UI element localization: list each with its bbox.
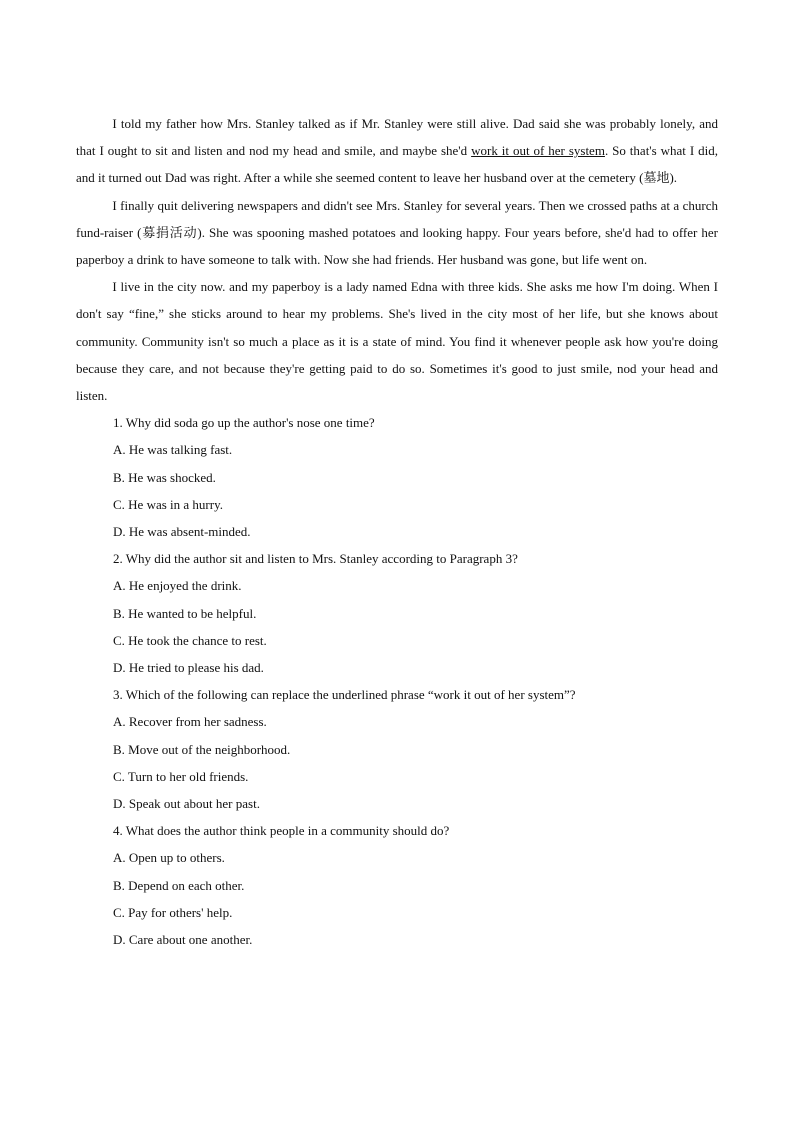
question-2-option-a: A. He enjoyed the drink.	[113, 578, 242, 594]
question-3-option-d: D. Speak out about her past.	[113, 796, 260, 812]
paragraph-2: I finally quit delivering newspapers and didn't see Mrs. Stanley for several years. Then we crossed paths at a church fund-raiser (募捐活动). She was spooning mashed potatoes and looking happy. Four years before, she'd had to offer her paperboy a drink to have someone to talk with. Now she had friends. Her husband was gone, but life went on.	[76, 197, 718, 268]
question-1	[76, 409, 718, 545]
question-4-option-a: A. Open up to others.	[113, 850, 225, 866]
question-1-option-c: C. He was in a hurry.	[113, 496, 223, 512]
question-1-option-b: B. He was shocked.	[113, 469, 216, 485]
question-4-option-d: D. Care about one another.	[113, 932, 253, 948]
question-3-option-c: C. Turn to her old friends.	[113, 768, 249, 784]
question-3-option-a: A. Recover from her sadness.	[113, 714, 267, 730]
question-4	[76, 817, 718, 953]
paragraph-3: I live in the city now. and my paperboy is a lady named Edna with three kids. She asks me how I'm doing. When I don't say “fine,” she sticks around to hear my problems. She's lived in the city most of her life, but she knows about community. Community isn't so much a place as it is a state of mind. You find it whenever people ask how you're doing because they care, and not because they're getting paid to do so. Sometimes it's good to just smile, nod your head and listen.	[76, 279, 718, 404]
paragraph-1-after: . So that's what I did, and it turned out Dad was right. After a while she seemed content to leave her husband over at the cemetery (墓地).	[76, 143, 719, 186]
paragraph-1-before: I told my father how Mrs. Stanley talked as if Mr. Stanley were still alive. Dad said she was probably lonely, and that I ought to sit and listen and nod my head and smile, and maybe she'd	[76, 116, 718, 159]
paragraph-1	[76, 110, 718, 192]
question-2-stem: 2. Why did the author sit and listen to Mrs. Stanley according to Paragraph 3?	[113, 551, 518, 567]
question-1-option-a: A. He was talking fast.	[113, 442, 233, 458]
question-4-option-c: C. Pay for others' help.	[113, 904, 233, 920]
document-page	[76, 110, 718, 953]
question-3-option-b: B. Move out of the neighborhood.	[113, 741, 291, 757]
underlined-phrase: work it out of her system	[471, 143, 605, 159]
question-2	[76, 545, 718, 681]
question-3-stem: 3. Which of the following can replace the underlined phrase “work it out of her system”?	[113, 687, 576, 703]
question-2-option-c: C. He took the chance to rest.	[113, 632, 267, 648]
question-4-stem: 4. What does the author think people in a community should do?	[113, 823, 450, 839]
question-1-option-d: D. He was absent-minded.	[113, 524, 251, 540]
question-4-option-b: B. Depend on each other.	[113, 877, 245, 893]
question-2-option-d: D. He tried to please his dad.	[113, 660, 264, 676]
question-3	[76, 681, 718, 817]
question-2-option-b: B. He wanted to be helpful.	[113, 605, 257, 621]
question-1-stem: 1. Why did soda go up the author's nose one time?	[113, 415, 375, 431]
